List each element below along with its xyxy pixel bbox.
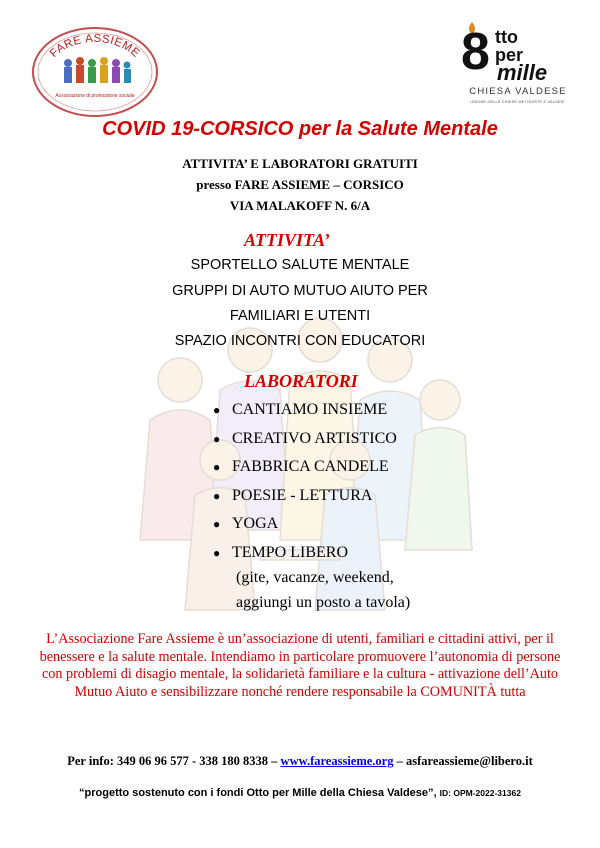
bullet-icon: ●	[213, 545, 221, 560]
list-item: ● YOGA	[210, 510, 510, 539]
page-title: COVID 19-CORSICO per la Salute Mentale	[102, 118, 498, 140]
logo-org-name: CHIESA VALDESE	[469, 86, 567, 97]
subtitle-line-3: VIA MALAKOFF N. 6/A	[229, 198, 371, 213]
subtitle-line-1: ATTIVITA’ E LABORATORI GRATUITI	[182, 156, 418, 171]
logo-line-per: per	[495, 45, 524, 65]
fare-assieme-logo-graphic	[30, 25, 160, 120]
contact-info	[0, 754, 600, 769]
list-item: ● FABBRICA CANDELE	[210, 453, 510, 482]
bullet-icon: ●	[213, 403, 221, 417]
laboratori-heading: LABORATORI	[244, 371, 358, 391]
contact-phones: Per info: 349 06 96 577 - 338 180 8338 –	[67, 754, 278, 768]
list-item: ● POESIE - LETTURA	[210, 482, 510, 511]
logo-org-subname: UNIONE DELLE CHIESE METODISTE E VALDESI	[470, 100, 565, 104]
logo-line-mille: mille	[497, 60, 548, 85]
subtitle-line-2: presso FARE ASSIEME – CORSICO	[196, 177, 404, 192]
activity-item: FAMILIARI E UTENTI	[229, 308, 371, 324]
bullet-icon: ●	[213, 431, 221, 446]
activity-item: GRUPPI DI AUTO MUTUO AIUTO PER	[172, 283, 428, 299]
tempo-libero-note-2: aggiungi un posto a tavola)	[236, 594, 411, 611]
fare-assieme-logo	[30, 25, 160, 120]
bullet-icon: ●	[213, 517, 221, 531]
list-item: ● CREATIVO ARTISTICO	[210, 425, 510, 454]
list-item: ● TEMPO LIBERO	[210, 539, 510, 568]
funding-note	[0, 787, 600, 799]
association-description: L’Associazione Fare Assieme è un’associazione di utenti, familiari e cittadini attivi, per il benessere e la salute mentale. Intendiamo in particolare promuovere l’autonomia di persone con problemi di disagio mentale, la solidarietà familiare e la cultura - attivazione dell’Auto Mutuo Aiuto e sensibilizzare nonché rendere responsabile la COMUNITÀ tutta	[39, 631, 561, 700]
attivita-heading: ATTIVITA’	[244, 230, 330, 250]
otto-per-mille-logo	[455, 22, 575, 102]
bullet-icon: ●	[213, 488, 221, 503]
project-id: ID: OPM-2022-31362	[439, 788, 521, 798]
funding-text: “progetto sostenuto con i fondi Otto per Mille della Chiesa Valdese”,	[79, 787, 437, 799]
logo-left-subtext: Associazione di promozione sociale	[55, 93, 135, 99]
laboratori-list	[210, 396, 510, 567]
list-item: ● CANTIAMO INSIEME	[210, 396, 510, 425]
tempo-libero-note-1: (gite, vacanze, weekend,	[236, 569, 394, 586]
website-link[interactable]: www.fareassieme.org	[280, 754, 394, 768]
bullet-icon: ●	[213, 460, 221, 474]
activity-item: SPAZIO INCONTRI CON EDUCATORI	[174, 333, 426, 349]
activity-item: SPORTELLO SALUTE MENTALE	[190, 257, 410, 273]
contact-email: – asfareassieme@libero.it	[396, 754, 533, 768]
logo-line-tto: tto	[495, 27, 518, 47]
logo-digit: 8	[461, 23, 490, 81]
logo-left-name: FARE ASSIEME	[47, 32, 142, 60]
